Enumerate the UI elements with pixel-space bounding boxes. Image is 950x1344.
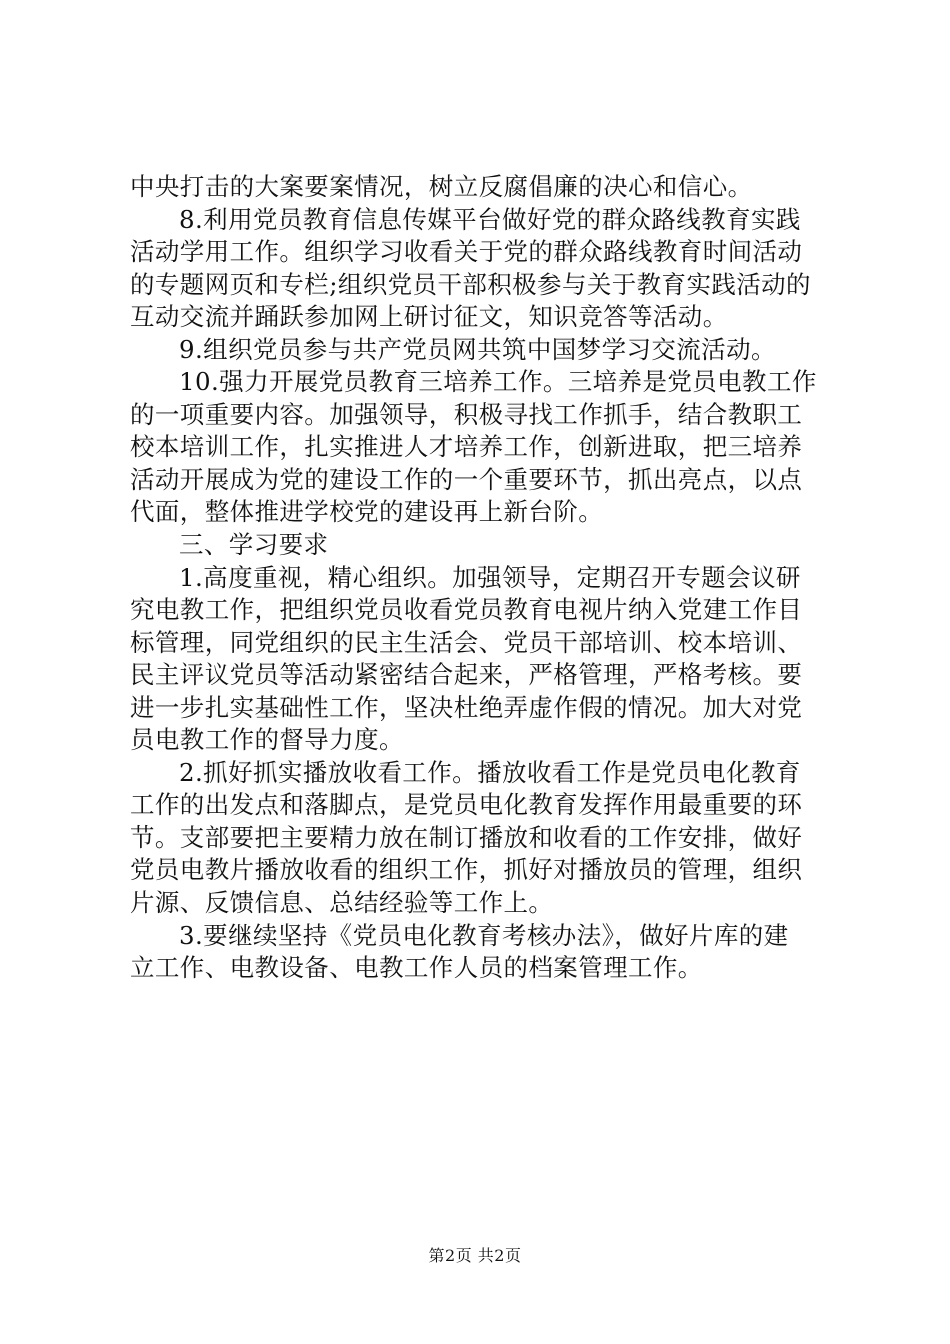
text-line: 活动开展成为党的建设工作的一个重要环节，抓出亮点，以点 — [130, 464, 803, 494]
text-line: 3.要继续坚持《党员电化教育考核办法》，做好片库的建 — [179, 920, 789, 950]
text-line: 的一项重要内容。加强领导，积极寻找工作抓手，结合教职工 — [130, 399, 803, 429]
text-line: 2.抓好抓实播放收看工作。播放收看工作是党员电化教育 — [179, 757, 801, 787]
text-line: 进一步扎实基础性工作，坚决杜绝弄虚作假的情况。加大对党 — [130, 692, 803, 722]
text-line: 活动学用工作。组织学习收看关于党的群众路线教育时间活动 — [130, 237, 803, 267]
text-line: 标管理，同党组织的民主生活会、党员干部培训、校本培训、 — [130, 627, 803, 657]
text-line: 片源、反馈信息、总结经验等工作上。 — [130, 888, 554, 918]
text-line: 究电教工作，把组织党员收看党员教育电视片纳入党建工作目 — [130, 595, 803, 625]
text-line: 党员电教片播放收看的组织工作，抓好对播放员的管理，组织 — [130, 855, 803, 885]
text-line: 员电教工作的督导力度。 — [130, 725, 404, 755]
text-line: 1.高度重视，精心组织。加强领导，定期召开专题会议研 — [179, 562, 801, 592]
text-line: 8.利用党员教育信息传媒平台做好党的群众路线教育实践 — [179, 204, 801, 234]
text-line: 立工作、电教设备、电教工作人员的档案管理工作。 — [130, 953, 703, 983]
text-line: 10.强力开展党员教育三培养工作。三培养是党员电教工作 — [179, 367, 817, 397]
text-line: 9.组织党员参与共产党员网共筑中国梦学习交流活动。 — [179, 334, 776, 364]
text-line: 工作的出发点和落脚点，是党员电化教育发挥作用最重要的环 — [130, 790, 803, 820]
text-line: 的专题网页和专栏;组织党员干部积极参与关于教育实践活动的 — [130, 269, 811, 299]
text-line: 民主评议党员等活动紧密结合起来，严格管理，严格考核。要 — [130, 660, 803, 690]
page-footer: 第2页 共2页 — [428, 1246, 522, 1265]
text-line: 中央打击的大案要案情况，树立反腐倡廉的决心和信心。 — [130, 172, 753, 201]
text-line: 校本培训工作，扎实推进人才培养工作，创新进取，把三培养 — [130, 432, 803, 462]
text-line: 代面，整体推进学校党的建设再上新台阶。 — [130, 497, 604, 527]
text-line: 互动交流并踊跃参加网上研讨征文，知识竞答等活动。 — [130, 302, 728, 332]
document-body — [130, 171, 830, 985]
text-line: 节。支部要把主要精力放在制订播放和收看的工作安排，做好 — [130, 822, 803, 852]
text-line: 三、学习要求 — [179, 530, 329, 560]
